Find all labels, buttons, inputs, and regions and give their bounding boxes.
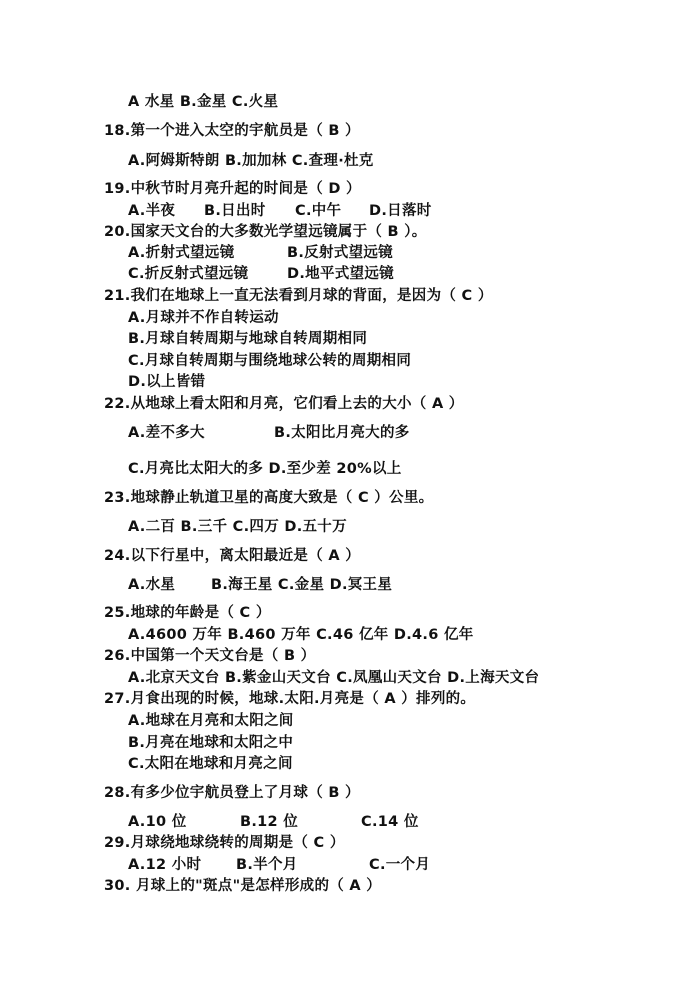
q26-question: 26.中国第一个天文台是（ B ） [104, 648, 316, 664]
q29-option-a: A.12 小时 [128, 857, 202, 873]
q24-question: 24.以下行星中，离太阳最近是（ A ） [104, 548, 361, 564]
q20-options-row2 [0, 265, 700, 283]
q21-option-b: B.月球自转周期与地球自转周期相同 [128, 331, 368, 347]
q28-question: 28.有多少位宇航员登上了月球（ B ） [104, 785, 360, 801]
q20-option-b: B.反射式望远镜 [287, 245, 393, 261]
q22-options-row2: C.月亮比太阳大的多 D.至少差 20%以上 [128, 461, 402, 477]
q21-option-a: A.月球并不作自转运动 [128, 310, 279, 326]
q20-options-row1 [0, 244, 700, 262]
q24-option-a: A.水星 [128, 577, 176, 593]
q27-option-c: C.太阳在地球和月亮之间 [128, 756, 293, 772]
q19-options [0, 202, 700, 220]
q19-option-b: B.日出时 [204, 203, 266, 219]
q28-option-b: B.12 位 [240, 814, 299, 830]
q20-option-c: C.折反射式望远镜 [128, 266, 249, 282]
q25-options: A.4600 万年 B.460 万年 C.46 亿年 D.4.6 亿年 [128, 627, 474, 643]
q29-options [0, 856, 700, 874]
q21-option-c: C.月球自转周期与围绕地球公转的周期相同 [128, 353, 412, 369]
q30-question: 30. 月球上的"斑点"是怎样形成的（ A ） [104, 878, 382, 894]
q22-option-a: A.差不多大 [128, 425, 205, 441]
q20-option-d: D.地平式望远镜 [287, 266, 394, 282]
q24-options-bcd: B.海王星 C.金星 D.冥王星 [211, 577, 393, 593]
q29-option-c: C.一个月 [369, 857, 431, 873]
q28-option-c: C.14 位 [361, 814, 419, 830]
q22-option-b: B.太阳比月亮大的多 [274, 425, 410, 441]
q25-question: 25.地球的年龄是（ C ） [104, 605, 271, 621]
q20-question: 20.国家天文台的大多数光学望远镜属于（ B ）。 [104, 224, 427, 240]
q23-question: 23.地球静止轨道卫星的高度大致是（ C ）公里。 [104, 490, 434, 506]
q21-question: 21.我们在地球上一直无法看到月球的背面，是因为（ C ） [104, 288, 493, 304]
q28-options [0, 813, 700, 831]
q19-option-a: A.半夜 [128, 203, 176, 219]
q18-options: A.阿姆斯特朗 B.加加林 C.查理·杜克 [128, 153, 374, 169]
q22-options-row1 [0, 424, 700, 442]
q24-options [0, 576, 700, 594]
q23-options: A.二百 B.三千 C.四万 D.五十万 [128, 519, 347, 535]
q29-question: 29.月球绕地球绕转的周期是（ C ） [104, 835, 345, 851]
q20-option-a: A.折射式望远镜 [128, 245, 235, 261]
q27-question: 27.月食出现的时候，地球.太阳.月亮是（ A ）排列的。 [104, 691, 476, 707]
q19-option-d: D.日落时 [369, 203, 432, 219]
q18-question: 18.第一个进入太空的宇航员是（ B ） [104, 123, 360, 139]
q21-option-d: D.以上皆错 [128, 374, 206, 390]
q28-option-a: A.10 位 [128, 814, 187, 830]
q26-options: A.北京天文台 B.紫金山天文台 C.凤凰山天文台 D.上海天文台 [128, 670, 540, 686]
q17-options: A 水星 B.金星 C.火星 [128, 94, 279, 110]
q19-option-c: C.中午 [295, 203, 342, 219]
q27-option-b: B.月亮在地球和太阳之中 [128, 735, 294, 751]
q29-option-b: B.半个月 [236, 857, 298, 873]
q22-question: 22.从地球上看太阳和月亮，它们看上去的大小（ A ） [104, 396, 464, 412]
q19-question: 19.中秋节时月亮升起的时间是（ D ） [104, 181, 361, 197]
q27-option-a: A.地球在月亮和太阳之间 [128, 713, 294, 729]
